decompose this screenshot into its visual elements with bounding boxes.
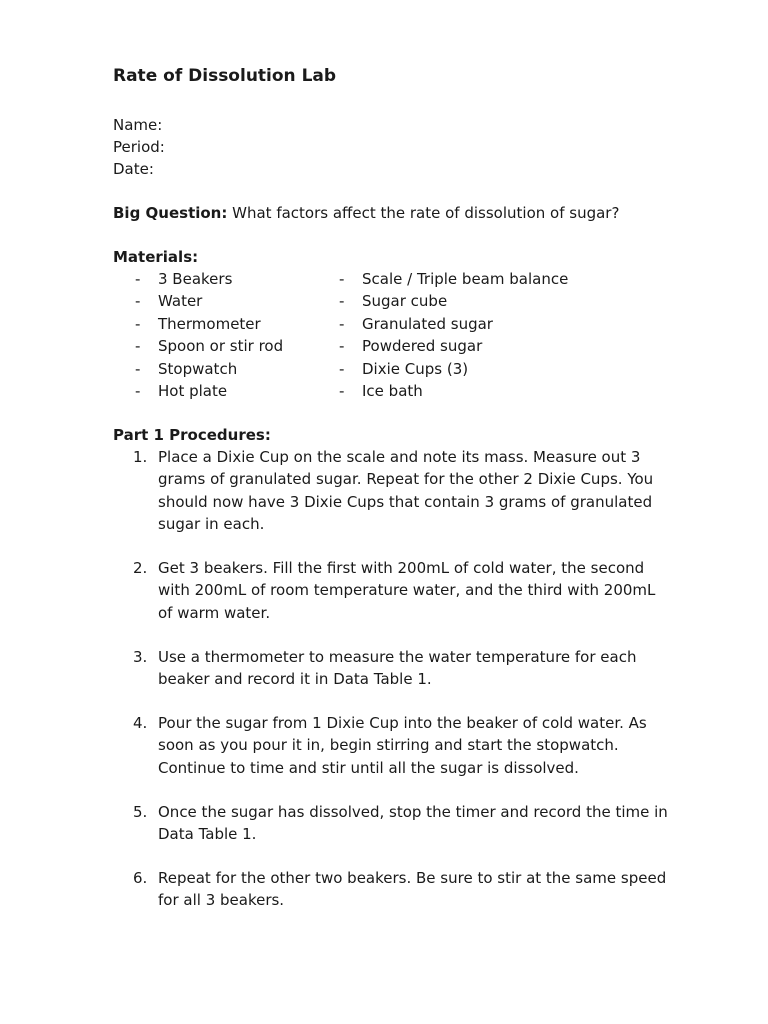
material-item: [339, 335, 568, 357]
bullet-dash: -: [135, 270, 141, 288]
material-item: [135, 380, 283, 402]
big-question-label: Big Question:: [113, 204, 228, 222]
bullet-dash: -: [339, 382, 345, 401]
bullet-dash: -: [135, 292, 141, 311]
procedure-step: [113, 446, 673, 535]
materials-heading: Materials:: [113, 248, 199, 266]
material-item-label: Granulated sugar: [362, 314, 493, 333]
material-item: [339, 358, 568, 380]
procedure-step: [113, 712, 673, 779]
material-item-label: Ice bath: [362, 382, 423, 401]
material-item-label: Powdered sugar: [362, 337, 483, 356]
material-item: [339, 380, 568, 402]
bullet-dash: -: [339, 270, 345, 288]
material-item-label: Thermometer: [158, 314, 261, 333]
materials-list-left: [135, 268, 283, 402]
bullet-dash: -: [135, 314, 141, 333]
big-question: [113, 202, 619, 224]
date-field-label: Date:: [113, 160, 154, 178]
material-item: [135, 290, 283, 312]
material-item: [135, 313, 283, 335]
bullet-dash: -: [339, 337, 345, 356]
student-info: [113, 114, 165, 180]
material-item-label: Stopwatch: [158, 359, 238, 378]
procedure-step: [113, 557, 673, 624]
step-number: 4.: [133, 714, 148, 732]
step-text: Use a thermometer to measure the water temperature for each beaker and record it in Data Table 1.: [158, 648, 637, 689]
document-title: Rate of Dissolution Lab: [113, 66, 337, 86]
bullet-dash: -: [339, 292, 345, 311]
part1-procedures-heading: Part 1 Procedures:: [113, 426, 271, 444]
material-item: [135, 358, 283, 380]
step-number: 1.: [133, 448, 148, 466]
material-item-label: Sugar cube: [362, 292, 448, 311]
step-text: Place a Dixie Cup on the scale and note its mass. Measure out 3 grams of granulated sugar. Repeat for the other 2 Dixie Cups. You should now have 3 Dixie Cups that contain 3 grams of granulated sugar in each.: [158, 448, 654, 533]
material-item: [339, 313, 568, 335]
material-item: [135, 268, 283, 290]
bullet-dash: -: [339, 359, 345, 378]
name-field-label: Name:: [113, 116, 163, 134]
material-item: [339, 268, 568, 290]
step-text: Repeat for the other two beakers. Be sure to stir at the same speed for all 3 beakers.: [158, 869, 667, 910]
material-item: [339, 290, 568, 312]
material-item-label: Dixie Cups (3): [362, 359, 469, 378]
procedure-step: [113, 867, 673, 912]
step-text: Once the sugar has dissolved, stop the timer and record the time in Data Table 1.: [158, 803, 668, 844]
material-item-label: Spoon or stir rod: [158, 337, 284, 356]
material-item-label: Scale / Triple beam balance: [362, 270, 569, 288]
materials-list-right: [339, 268, 568, 402]
step-text: Get 3 beakers. Fill the first with 200mL of cold water, the second with 200mL of room temperature water, and the third with 200mL of warm water.: [158, 559, 656, 622]
period-field-label: Period:: [113, 138, 165, 156]
step-text: Pour the sugar from 1 Dixie Cup into the beaker of cold water. As soon as you pour it in, begin stirring and start the stopwatch. Continue to time and stir until all the sugar is dissolved.: [158, 714, 647, 777]
material-item: [135, 335, 283, 357]
big-question-text: What factors affect the rate of dissolution of sugar?: [227, 204, 620, 222]
bullet-dash: -: [135, 337, 141, 356]
procedure-step: [113, 646, 673, 691]
bullet-dash: -: [339, 314, 345, 333]
bullet-dash: -: [135, 359, 141, 378]
step-number: 3.: [133, 648, 148, 666]
step-number: 6.: [133, 869, 148, 887]
material-item-label: Hot plate: [158, 382, 228, 401]
material-item-label: 3 Beakers: [158, 270, 233, 288]
material-item-label: Water: [158, 292, 203, 311]
procedure-step: [113, 801, 673, 846]
bullet-dash: -: [135, 382, 141, 401]
step-number: 5.: [133, 803, 148, 821]
step-number: 2.: [133, 559, 148, 577]
